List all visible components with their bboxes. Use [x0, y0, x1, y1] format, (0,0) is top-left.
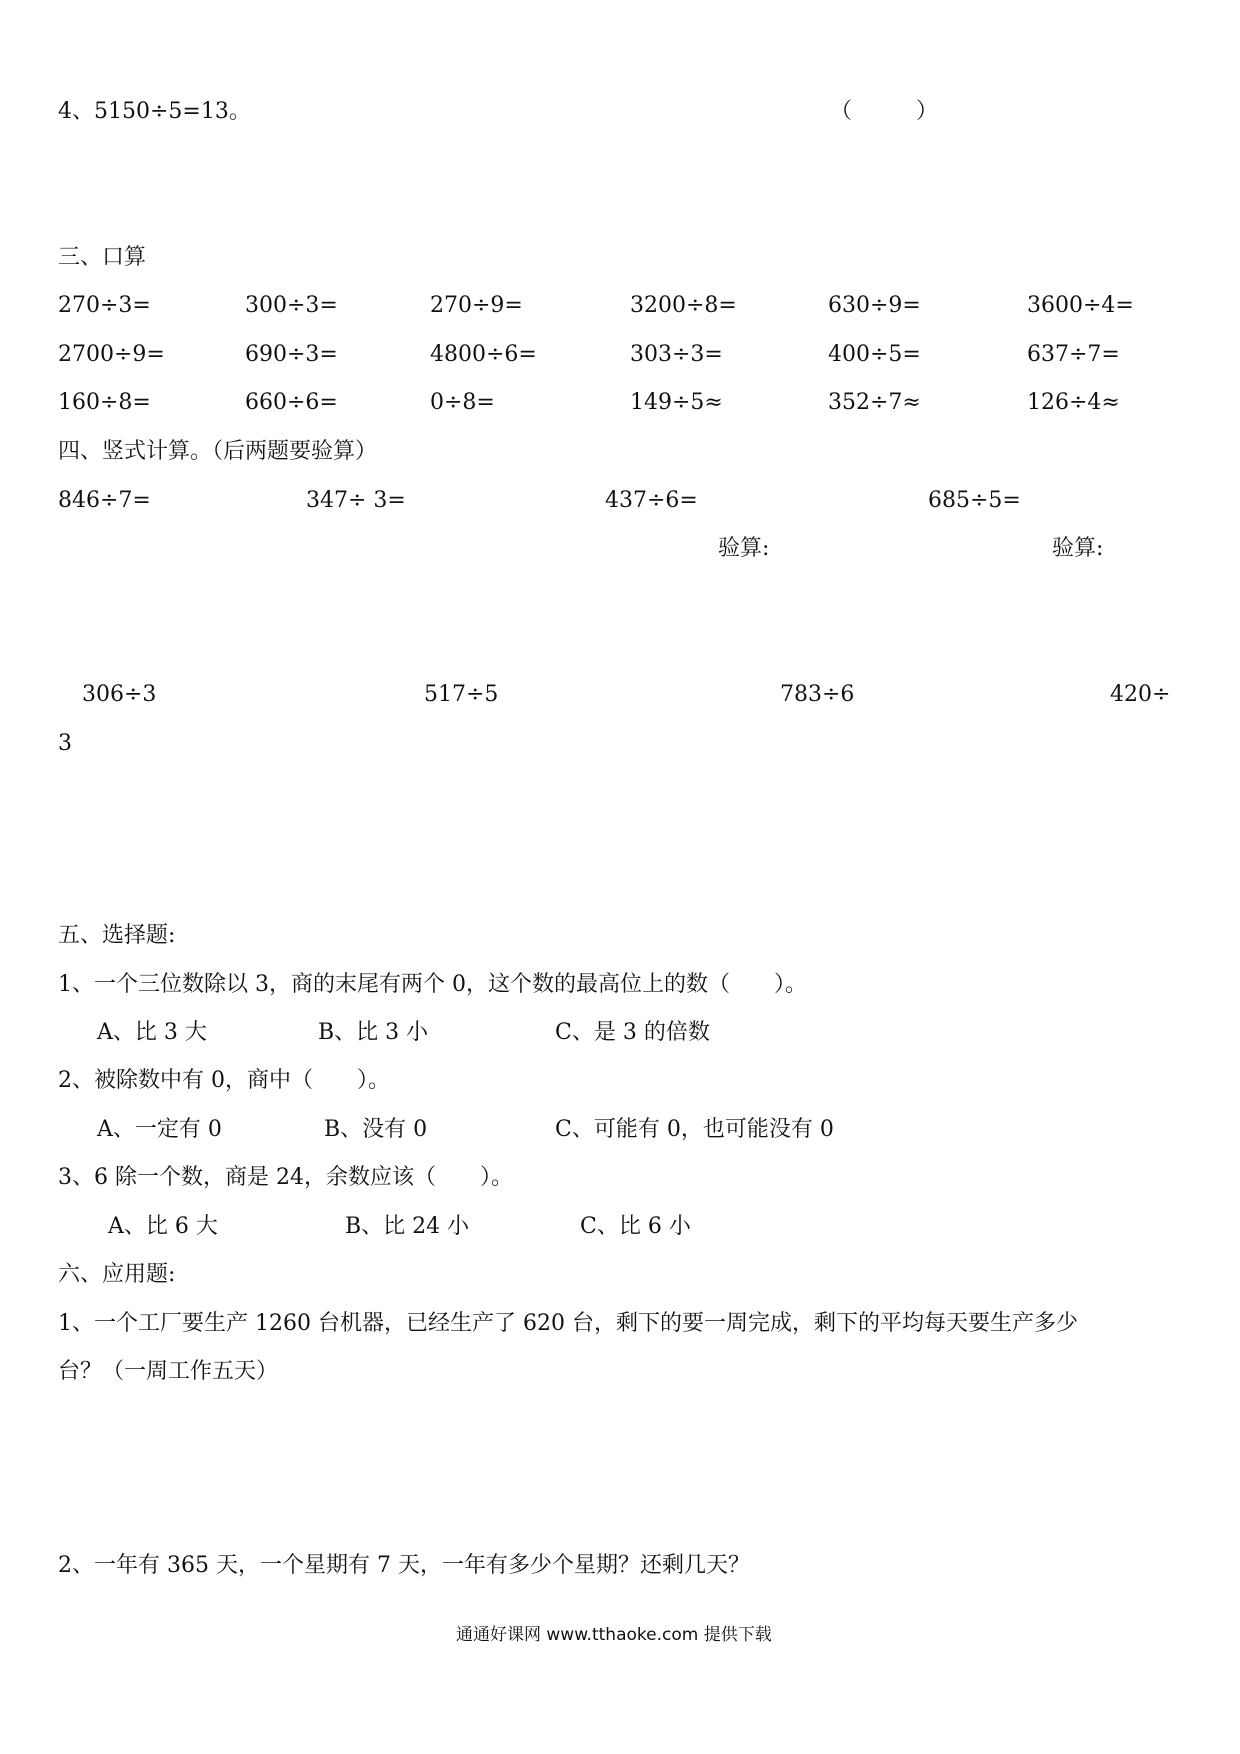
oral-item: 637÷7= — [1027, 342, 1120, 367]
oral-item: 4800÷6= — [430, 342, 537, 367]
oral-item: 660÷6= — [245, 390, 338, 415]
oral-item: 126÷4≈ — [1027, 390, 1120, 415]
oral-item: 352÷7≈ — [828, 390, 921, 415]
vertical-item: 420÷ — [1110, 682, 1171, 707]
oral-item: 160÷8= — [58, 390, 151, 415]
section-applied-title: 六、应用题: — [58, 1262, 176, 1287]
oral-item: 400÷5= — [828, 342, 921, 367]
choice-question-1: 1、一个三位数除以 3，商的末尾有两个 0，这个数的最高位上的数（ ）。 — [58, 972, 807, 997]
answer-bracket-close: ） — [916, 99, 939, 124]
oral-item: 690÷3= — [245, 342, 338, 367]
section-oral-title: 三、口算 — [58, 245, 147, 270]
oral-item: 0÷8= — [430, 390, 495, 415]
oral-item: 3600÷4= — [1027, 293, 1134, 318]
choice-option: C、是 3 的倍数 — [555, 1020, 710, 1045]
vertical-item: 347÷ 3= — [306, 488, 406, 513]
choice-option: C、比 6 小 — [580, 1214, 691, 1239]
answer-bracket-open: （ — [830, 99, 853, 124]
vertical-item: 846÷7= — [58, 488, 151, 513]
section-choice-title: 五、选择题: — [58, 923, 176, 948]
vertical-item-wrap: 3 — [58, 731, 72, 756]
choice-option: B、没有 0 — [324, 1117, 428, 1142]
check-label: 验算: — [1052, 536, 1104, 561]
choice-option: A、比 3 大 — [97, 1020, 207, 1045]
oral-item: 303÷3= — [630, 342, 723, 367]
applied-question-2: 2、一年有 365 天，一个星期有 7 天，一年有多少个星期？还剩几天？ — [58, 1553, 750, 1578]
oral-item: 2700÷9= — [58, 342, 165, 367]
vertical-item: 306÷3 — [82, 682, 157, 707]
oral-item: 630÷9= — [828, 293, 921, 318]
choice-option: B、比 24 小 — [345, 1214, 470, 1239]
check-label: 验算: — [718, 536, 770, 561]
vertical-item: 685÷5= — [928, 488, 1021, 513]
oral-item: 270÷3= — [58, 293, 151, 318]
vertical-item: 437÷6= — [605, 488, 698, 513]
applied-question-1-cont: 台？（一周工作五天） — [58, 1359, 279, 1384]
applied-question-1: 1、一个工厂要生产 1260 台机器，已经生产了 620 台，剩下的要一周完成，剩下的平均每天要生产多少 — [58, 1311, 1078, 1336]
oral-item: 3200÷8= — [630, 293, 737, 318]
vertical-item: 783÷6 — [780, 682, 855, 707]
oral-item: 270÷9= — [430, 293, 523, 318]
judge-item-4: 4、5150÷5=13。 — [58, 99, 251, 124]
choice-question-3: 3、6 除一个数，商是 24，余数应该（ ）。 — [58, 1165, 513, 1190]
section-vertical-title: 四、竖式计算。（后两题要验算） — [58, 439, 378, 464]
oral-item: 300÷3= — [245, 293, 338, 318]
footer-download-note: 通通好课网 www.tthaoke.com 提供下载 — [456, 1625, 772, 1645]
vertical-item: 517÷5 — [424, 682, 499, 707]
choice-option: B、比 3 小 — [318, 1020, 429, 1045]
oral-item: 149÷5≈ — [630, 390, 723, 415]
choice-option: C、可能有 0，也可能没有 0 — [555, 1117, 834, 1142]
choice-question-2: 2、被除数中有 0，商中（ ）。 — [58, 1068, 390, 1093]
choice-option: A、比 6 大 — [108, 1214, 218, 1239]
choice-option: A、一定有 0 — [97, 1117, 222, 1142]
